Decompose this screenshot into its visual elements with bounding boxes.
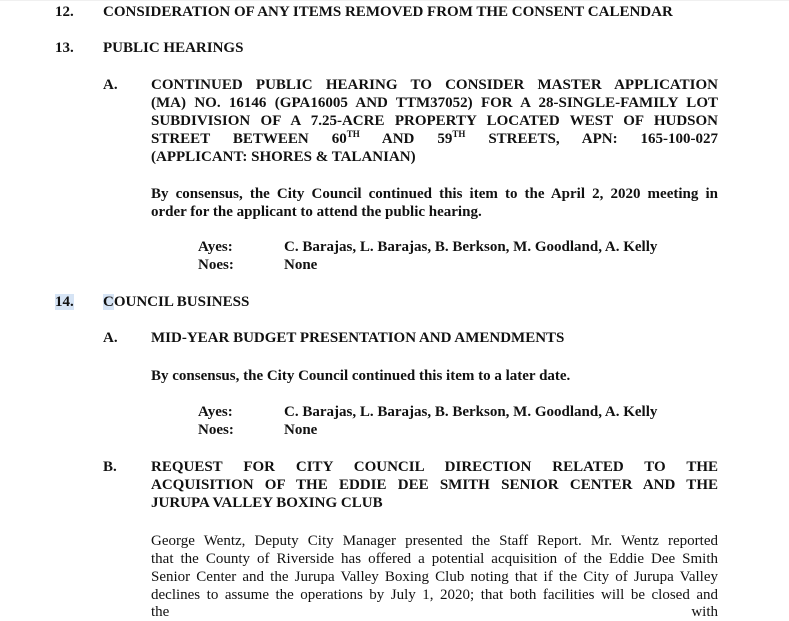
line4-part1: STREET BETWEEN 60	[151, 131, 347, 147]
item-13a-heading-line3: SUBDIVISION OF A 7.25-ACRE PROPERTY LOCATED WEST OF HUDSON	[151, 113, 718, 129]
line4-sup1: TH	[346, 129, 360, 139]
item-14-number-highlight: 14.	[55, 294, 74, 310]
item-14b-body-line2: that the County of Riverside has offered a potential acquisition of the Eddie Dee Smith	[151, 551, 718, 567]
item-14a-ayes-label: Ayes:	[198, 404, 233, 420]
item-14b-letter: B.	[103, 459, 117, 475]
item-13a-noes-names: None	[284, 257, 318, 273]
item-14b-body-line1: George Wentz, Deputy City Manager presented the Staff Report. Mr. Wentz reported	[151, 533, 718, 549]
line4-part3: STREETS, APN: 165-100-027	[465, 131, 719, 147]
item-14a-noes-names: None	[284, 422, 318, 438]
item-13a-heading-line1: CONTINUED PUBLIC HEARING TO CONSIDER MASTER APPLICATION	[151, 77, 718, 93]
item-14a-letter: A.	[103, 330, 118, 346]
item-14b-heading-line1: REQUEST FOR CITY COUNCIL DIRECTION RELATED TO THE	[151, 459, 718, 475]
item-14-number	[55, 294, 85, 311]
item-14-title-rest: OUNCIL BUSINESS	[113, 294, 250, 310]
item-14-title-highlight: C	[103, 294, 114, 310]
item-14a-ayes-names: C. Barajas, L. Barajas, B. Berkson, M. Goodland, A. Kelly	[284, 404, 658, 420]
item-13a-heading-line2: (MA) NO. 16146 (GPA16005 AND TTM37052) FOR A 28-SINGLE-FAMILY LOT	[151, 95, 718, 111]
item-14a-noes-label: Noes:	[198, 422, 234, 438]
line4-sup2: TH	[452, 129, 466, 139]
item-14b-heading-line2: ACQUISITION OF THE EDDIE DEE SMITH SENIOR CENTER AND THE	[151, 477, 718, 493]
item-14b-body-line5-cutoff: the with	[151, 604, 718, 620]
item-12-number: 12.	[55, 4, 74, 20]
item-14b-body-line4: declines to assume the operations by July 1, 2020; that both facilities will be closed and	[151, 587, 718, 603]
item-14b-heading-line3: JURUPA VALLEY BOXING CLUB	[151, 495, 383, 511]
item-13a-heading-line5: (APPLICANT: SHORES & TALANIAN)	[151, 149, 416, 165]
item-13a-ayes-names: C. Barajas, L. Barajas, B. Berkson, M. Goodland, A. Kelly	[284, 239, 658, 255]
item-14b-body-line3: Senior Center and the Jurupa Valley Boxing Club noting that if the City of Jurupa Valley	[151, 569, 718, 585]
item-13a-noes-label: Noes:	[198, 257, 234, 273]
item-13-title: PUBLIC HEARINGS	[103, 40, 244, 56]
page-top-border	[0, 0, 789, 1]
item-14a-heading: MID-YEAR BUDGET PRESENTATION AND AMENDMENTS	[151, 330, 565, 346]
item-12-title: CONSIDERATION OF ANY ITEMS REMOVED FROM THE CONSENT CALENDAR	[103, 4, 673, 20]
item-13-number: 13.	[55, 40, 74, 56]
item-13a-letter: A.	[103, 77, 118, 93]
line4-part2: AND 59	[359, 131, 453, 147]
item-13a-action-line1: By consensus, the City Council continued this item to the April 2, 2020 meeting in	[151, 186, 718, 202]
item-13a-heading-line4	[151, 131, 718, 148]
item-13a-ayes-label: Ayes:	[198, 239, 233, 255]
item-13a-action-line2: order for the applicant to attend the public hearing.	[151, 204, 482, 220]
item-14a-action: By consensus, the City Council continued this item to a later date.	[151, 368, 571, 384]
item-14-title	[103, 294, 249, 311]
